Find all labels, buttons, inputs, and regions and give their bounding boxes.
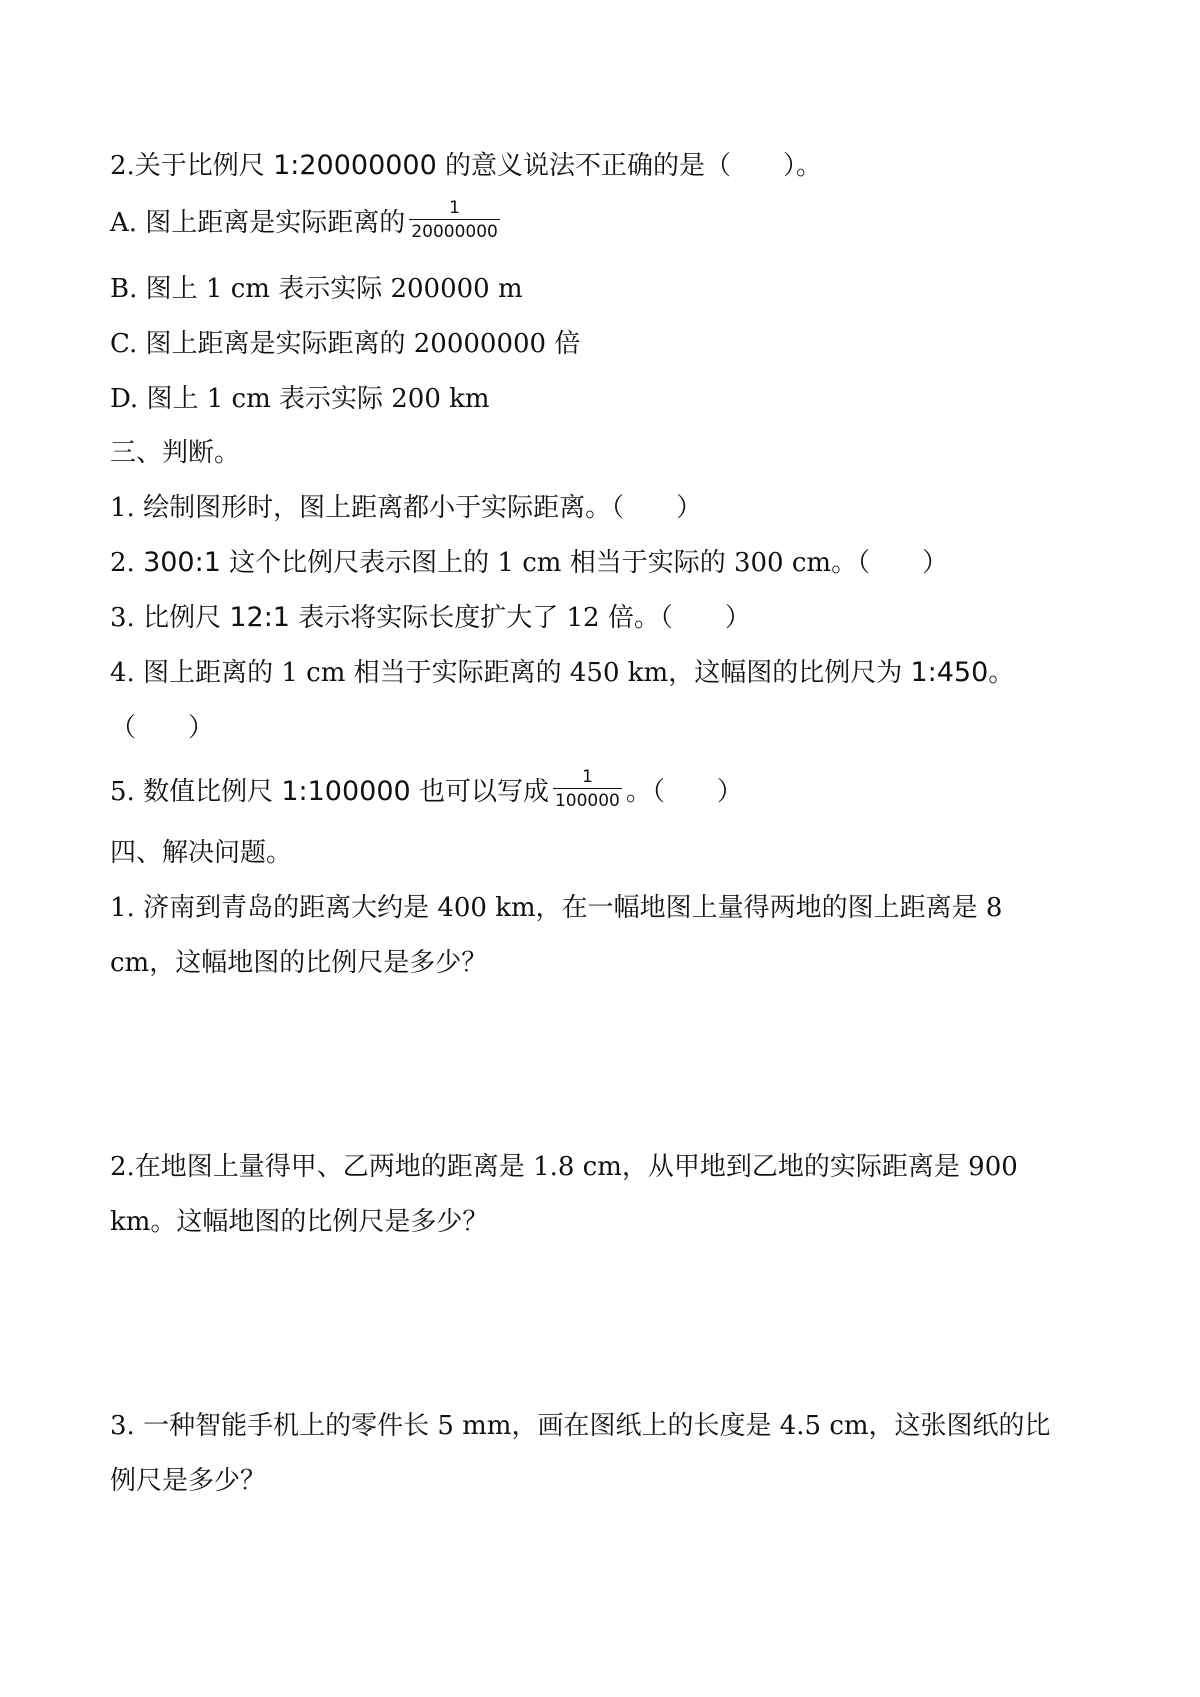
fraction: $\frac{1}{20000000}$ [411, 198, 498, 242]
judge-item-4: 4. 图上距离的 1 cm 相当于实际距离的 450 km，这幅图的比例尺为 1:450。 [110, 657, 1015, 688]
scale-value: 12:1 [229, 602, 290, 633]
judge-item-4-blank: （ ） [110, 713, 215, 743]
judge-item-3: 3. 比例尺 12:1 表示将实际长度扩大了 12 倍。（ ） [110, 602, 751, 633]
judge-item-5: 5. 数值比例尺 1:100000 也可以写成 $\frac{1}{100000}$ 。（ ） [110, 767, 743, 811]
judge-item-2: 2. 300:1 这个比例尺表示图上的 1 cm 相当于实际的 300 cm。（ ） [110, 547, 949, 578]
scale-value: 1:100000 [281, 776, 411, 807]
scale-value: 1:20000000 [273, 150, 437, 181]
option-c: C. 图上距离是实际距离的 20000000 倍 [110, 329, 581, 359]
problem-3-line-2: 例尺是多少？ [110, 1466, 267, 1496]
problem-2-line-1: 2.在地图上量得甲、乙两地的距离是 1.8 cm，从甲地到乙地的实际距离是 900 [110, 1152, 1018, 1182]
section-3-heading: 三、判断。 [110, 438, 241, 468]
problem-1-line-2: cm，这幅地图的比例尺是多少？ [110, 948, 488, 978]
scale-value: 300:1 [143, 547, 221, 578]
problem-2-line-2: km。这幅地图的比例尺是多少？ [110, 1207, 489, 1237]
option-d: D. 图上 1 cm 表示实际 200 km [110, 384, 490, 414]
scale-value: 1:450 [910, 657, 989, 688]
judge-item-1: 1. 绘制图形时，图上距离都小于实际距离。（ ） [110, 493, 703, 523]
problem-3-line-1: 3. 一种智能手机上的零件长 5 mm，画在图纸上的长度是 4.5 cm，这张图纸的比 [110, 1411, 1051, 1441]
section-4-heading: 四、解决问题。 [110, 838, 293, 868]
fraction: $\frac{1}{100000}$ [554, 767, 620, 811]
problem-1-line-1: 1. 济南到青岛的距离大约是 400 km，在一幅地图上量得两地的图上距离是 8 [110, 893, 1003, 923]
question-2-stem: 2.关于比例尺 1:20000000 的意义说法不正确的是（ ）。 [110, 150, 823, 181]
option-b: B. 图上 1 cm 表示实际 200000 m [110, 274, 523, 304]
option-a: A. 图上距离是实际距离的 $\frac{1}{20000000}$ [110, 198, 498, 242]
